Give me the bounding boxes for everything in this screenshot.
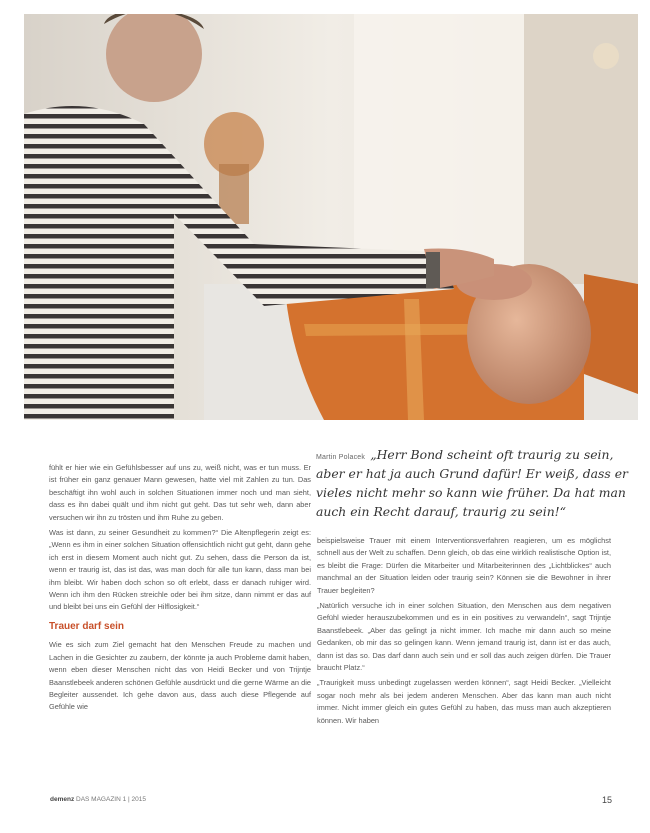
photo-caregiver-and-patient (24, 14, 638, 420)
right-paragraph-3: „Traurigkeit muss unbedingt zugelassen werden können“, sagt Heidi Becker. „Vielleicht sogar noch mehr als bei jedem anderen Menschen. Aber das kann man auch nicht immer. Nicht immer gleich ein gutes Gefühl zu haben, das muss man auch akzeptieren können. Wir haben (317, 678, 611, 725)
right-paragraph-1: beispielsweise Trauer mit einem Interventionsverfahren reagieren, um es möglichst schnell aus der Welt zu schaffen. Denn gleich, ob das eine wirklich realistische Option ist, es bleibt die Frage: Dürfen die Mitarbeiter und Mitarbeiterinnen des „Lichtblickes“ auch manchmal an der Situation leiden oder traurig sein? Können sie die Bewohner in ihrer Trauer begleiten? (317, 536, 611, 595)
pull-quote (316, 444, 636, 520)
left-paragraph-3: Wie es sich zum Ziel gemacht hat den Menschen Freude zu machen und Lachen in die Gesichter zu zaubern, der könnte ja auch Probleme damit haben, wenn eben dieser Menschen nicht das von Heidi Becker und von Trijntje Baanstlebeek anderen schönen Gefühle ausdrückt und die gerne Wärme an die Begleiter aussendet. Ich gehe davon aus, dass auch diese Pflegende auf Gefühle wie (49, 640, 311, 712)
left-paragraph-2: Was ist dann, zu seiner Gesundheit zu kommen?“ Die Altenpflegerin zeigt es: „Wenn es ihm in einer solchen Situation offensichtlich nicht gut geht, dann gehe ich erst in diesem Moment auch nicht gut. Zu sehen, dass die Person da ist, wenn er traurig ist, das ist das, was man doch für alle tun kann, dass man bei ihm bleibt. Wir haben doch schon so oft erlebt, dass er danach ruhiger wird. Wenn ich ihm den Rücken streichle oder bei ihm sitze, dann nimmt er das auf und bleibt bei uns ein Gefühl der Hilflosigkeit.“ (49, 528, 311, 612)
left-column (49, 462, 311, 717)
quote-speaker: Martin Polacek (316, 454, 366, 461)
page-footer (50, 796, 612, 803)
page-number: 15 (601, 795, 612, 805)
magazine-name: demenz (50, 796, 75, 803)
right-paragraph-2: „Natürlich versuche ich in einer solchen Situation, den Menschen aus dem negativen Gefühl wieder herauszubekommen und es in ein positives zu verwandeln“, sagt Trijntje Baanstlebeek. „Aber das gelingt ja nicht immer. Ich mache mir dann auch so meine Gedanken, ob mir das so gelingen kann. Wenn jemand traurig ist, dann ist er das auch, dann ist das so. Das darf dann auch sein und er soll das auch zeigen dürfen. Die Trauer braucht Platz.“ (317, 601, 611, 673)
photo-illustration (24, 14, 638, 420)
section-heading: Trauer darf sein (49, 620, 125, 632)
right-column (317, 535, 611, 730)
quote-text: „Herr Bond scheint oft traurig zu sein, aber er hat ja auch Grund dafür! Er weiß, dass er vieles nicht mehr so kann wie früher. Da hat man auch ein Recht darauf, traurig zu sein!“ (316, 447, 628, 519)
issue-label: DAS MAGAZIN 1 | 2015 (76, 796, 146, 803)
left-paragraph-1: fühlt er hier wie ein Gefühlsbesser auf uns zu, weiß nicht, was er tun muss. Er ist früher ein ganz genauer Mann gewesen, hatte viel mit Zahlen zu tun. Das beschäftigt ihn wohl auch in solchen Situationen immer noch und man sieht, dass es ihn dabei quält und ihm nicht gut geht. Das tut sehr weh, dann aber versuchen wir ihn zu trösten und ihm Ruhe zu geben. (49, 463, 311, 522)
